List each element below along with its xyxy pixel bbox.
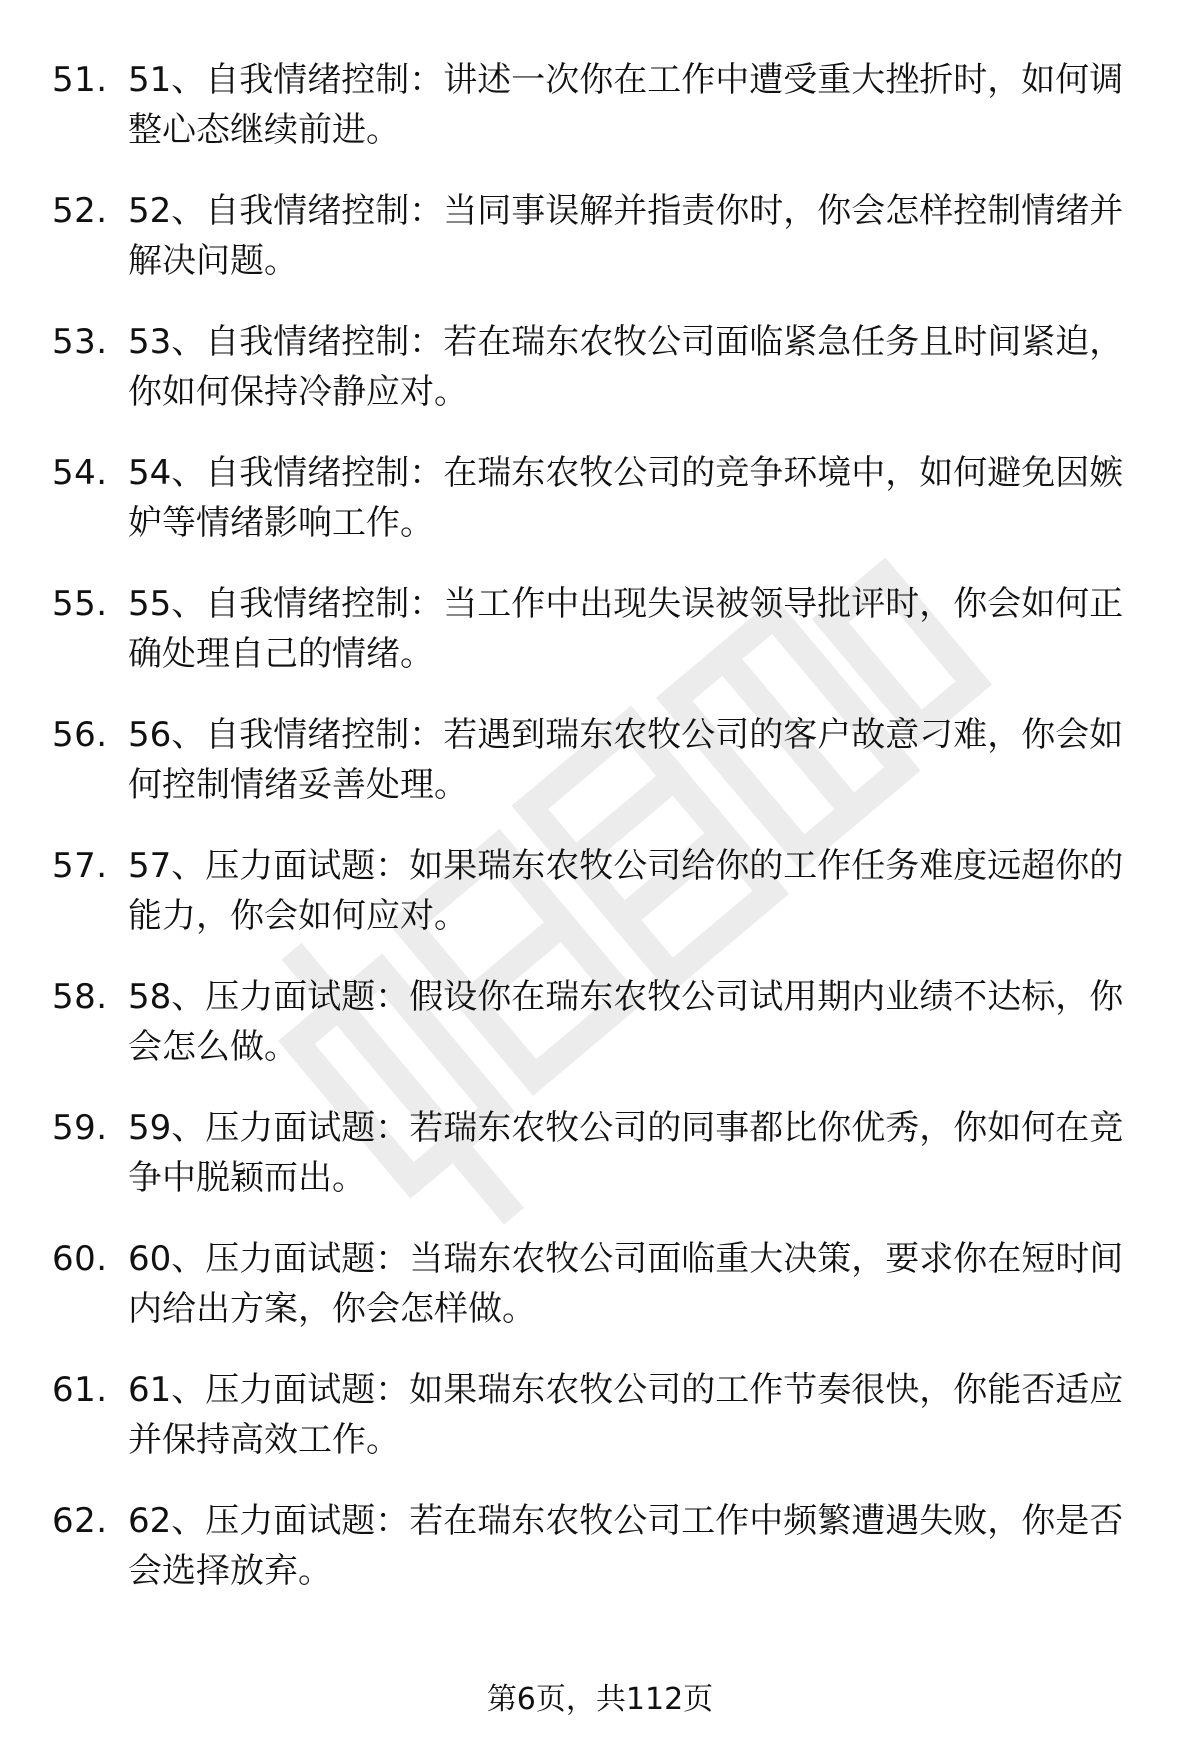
question-number: 60. (52, 1239, 108, 1279)
question-number: 53. (52, 322, 108, 362)
question-number: 56. (52, 715, 108, 755)
list-item (52, 1103, 1152, 1234)
question-text: 53、自我情绪控制：若在瑞东农牧公司面临紧急任务且时间紧迫，你如何保持冷静应对。 (128, 322, 1124, 412)
question-number: 52. (52, 191, 108, 231)
question-number: 61. (52, 1370, 108, 1410)
question-number: 51. (52, 60, 108, 100)
list-item (52, 1496, 1152, 1627)
question-number: 54. (52, 453, 108, 493)
question-text: 57、压力面试题：如果瑞东农牧公司给你的工作任务难度远超你的能力，你会如何应对。 (128, 846, 1124, 936)
question-text: 60、压力面试题：当瑞东农牧公司面临重大决策，要求你在短时间内给出方案，你会怎样做。 (128, 1239, 1124, 1329)
question-number: 62. (52, 1501, 108, 1541)
question-text: 54、自我情绪控制：在瑞东农牧公司的竞争环境中，如何避免因嫉妒等情绪影响工作。 (128, 453, 1124, 543)
question-text: 55、自我情绪控制：当工作中出现失误被领导批评时，你会如何正确处理自己的情绪。 (128, 584, 1124, 674)
list-item (52, 448, 1152, 579)
question-text: 61、压力面试题：如果瑞东农牧公司的工作节奏很快，你能否适应并保持高效工作。 (128, 1370, 1124, 1460)
page-footer: 第6页，共112页 (486, 1682, 714, 1717)
list-item (52, 1365, 1152, 1496)
question-text: 58、压力面试题：假设你在瑞东农牧公司试用期内业绩不达标，你会怎么做。 (128, 977, 1124, 1067)
question-number: 58. (52, 977, 108, 1017)
question-number: 59. (52, 1108, 108, 1148)
question-list (52, 55, 1152, 1627)
list-item (52, 841, 1152, 972)
list-item (52, 710, 1152, 841)
question-text: 59、压力面试题：若瑞东农牧公司的同事都比你优秀，你如何在竞争中脱颖而出。 (128, 1108, 1124, 1198)
list-item (52, 186, 1152, 317)
list-item (52, 972, 1152, 1103)
list-item (52, 55, 1152, 186)
question-number: 55. (52, 584, 108, 624)
question-text: 51、自我情绪控制：讲述一次你在工作中遭受重大挫折时，如何调整心态继续前进。 (128, 60, 1124, 150)
question-text: 56、自我情绪控制：若遇到瑞东农牧公司的客户故意刁难，你会如何控制情绪妥善处理。 (128, 715, 1124, 805)
question-number: 57. (52, 846, 108, 886)
list-item (52, 317, 1152, 448)
question-text: 62、压力面试题：若在瑞东农牧公司工作中频繁遭遇失败，你是否会选择放弃。 (128, 1501, 1124, 1591)
list-item (52, 579, 1152, 710)
list-item (52, 1234, 1152, 1365)
question-text: 52、自我情绪控制：当同事误解并指责你时，你会怎样控制情绪并解决问题。 (128, 191, 1124, 281)
